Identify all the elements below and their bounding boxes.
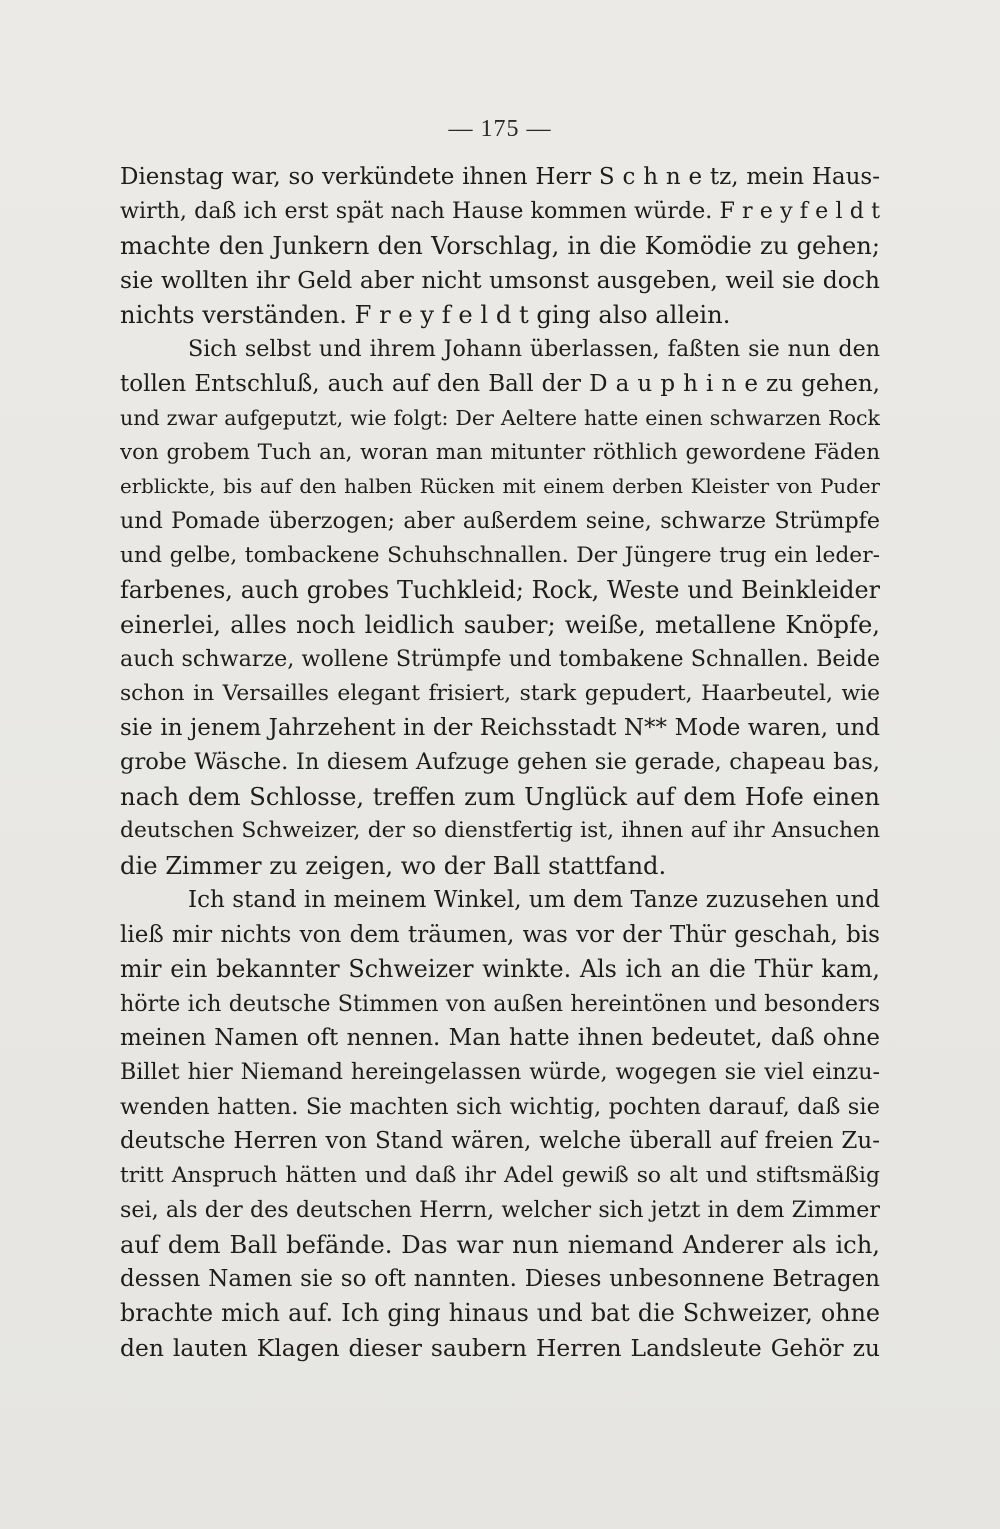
text-line: einerlei, alles noch leidlich sauber; weiße, metallene Knöpfe, xyxy=(120,610,880,639)
text-line: sie wollten ihr Geld aber nicht umsonst ausgeben, weil sie doch xyxy=(120,266,880,295)
text-line: tollen Entschluß, auch auf den Ball der D a u p h i n e zu gehen, xyxy=(120,370,880,397)
text-line: sei, als der des deutschen Herrn, welcher sich jetzt in dem Zimmer xyxy=(120,1197,880,1224)
text-line: und gelbe, tombackene Schuhschnallen. Der Jüngere trug ein leder- xyxy=(120,542,880,568)
text-line: nach dem Schlosse, treffen zum Unglück auf dem Hofe einen xyxy=(120,782,880,811)
text-line: auch schwarze, wollene Strümpfe und tombakene Schnallen. Beide xyxy=(120,646,880,673)
page-number: — 175 — xyxy=(448,116,552,142)
text-line: Dienstag war, so verkündete ihnen Herr S c h n e tz, mein Haus- xyxy=(120,164,880,190)
text-line: tritt Anspruch hätten und daß ihr Adel gewiß so alt und stiftsmäßig xyxy=(120,1162,880,1188)
text-line: und Pomade überzogen; aber außerdem seine, schwarze Strümpfe xyxy=(120,508,880,535)
text-line: hörte ich deutsche Stimmen von außen hereintönen und besonders xyxy=(120,990,880,1017)
text-line: meinen Namen oft nennen. Man hatte ihnen bedeutet, daß ohne xyxy=(120,1024,880,1051)
body-text xyxy=(120,160,880,1365)
text-line: auf dem Ball befände. Das war nun niemand Anderer als ich, xyxy=(120,1230,880,1259)
text-line: machte den Junkern den Vorschlag, in die Komödie zu gehen; xyxy=(120,231,880,260)
text-line: erblickte, bis auf den halben Rücken mit einem derben Kleister von Puder xyxy=(120,474,880,498)
text-line: deutsche Herren von Stand wären, welche überall auf freien Zu- xyxy=(120,1128,880,1155)
text-line: Ich stand in meinem Winkel, um dem Tanze zuzusehen und xyxy=(188,887,880,914)
text-line: grobe Wäsche. In diesem Aufzuge gehen sie gerade, chapeau bas, xyxy=(120,749,880,776)
text-line: Sich selbst und ihrem Johann überlassen, faßten sie nun den xyxy=(188,336,880,363)
text-line: wenden hatten. Sie machten sich wichtig, pochten darauf, daß sie xyxy=(120,1093,880,1120)
text-line: sie in jenem Jahrzehent in der Reichsstadt N** Mode waren, und xyxy=(120,715,880,741)
text-line: wirth, daß ich erst spät nach Hause kommen würde. F r e y f e l d t xyxy=(120,198,880,225)
text-line: schon in Versailles elegant frisiert, stark gepudert, Haarbeutel, wie xyxy=(120,680,880,706)
text-line: Billet hier Niemand hereingelassen würde, wogegen sie viel einzu- xyxy=(120,1059,880,1086)
text-line: ließ mir nichts von dem träumen, was vor der Thür geschah, bis xyxy=(120,921,880,948)
text-line: nichts verständen. F r e y f e l d t ging also allein. xyxy=(120,300,731,329)
text-line: die Zimmer zu zeigen, wo der Ball stattfand. xyxy=(120,851,667,880)
text-line: dessen Namen sie so oft nannten. Dieses unbesonnene Betragen xyxy=(120,1266,880,1292)
text-line: den lauten Klagen dieser saubern Herren Landsleute Gehör zu xyxy=(120,1333,880,1362)
text-line: deutschen Schweizer, der so dienstfertig ist, ihnen auf ihr Ansuchen xyxy=(120,818,880,844)
text-line: mir ein bekannter Schweizer winkte. Als ich an die Thür kam, xyxy=(120,955,880,984)
text-line: und zwar aufgeputzt, wie folgt: Der Aeltere hatte einen schwarzen Rock xyxy=(120,406,880,431)
text-line: brachte mich auf. Ich ging hinaus und bat die Schweizer, ohne xyxy=(120,1299,880,1328)
text-line: farbenes, auch grobes Tuchkleid; Rock, Weste und Beinkleider xyxy=(120,576,880,605)
text-line: von grobem Tuch an, woran man mitunter röthlich gewordene Fäden xyxy=(120,439,880,465)
